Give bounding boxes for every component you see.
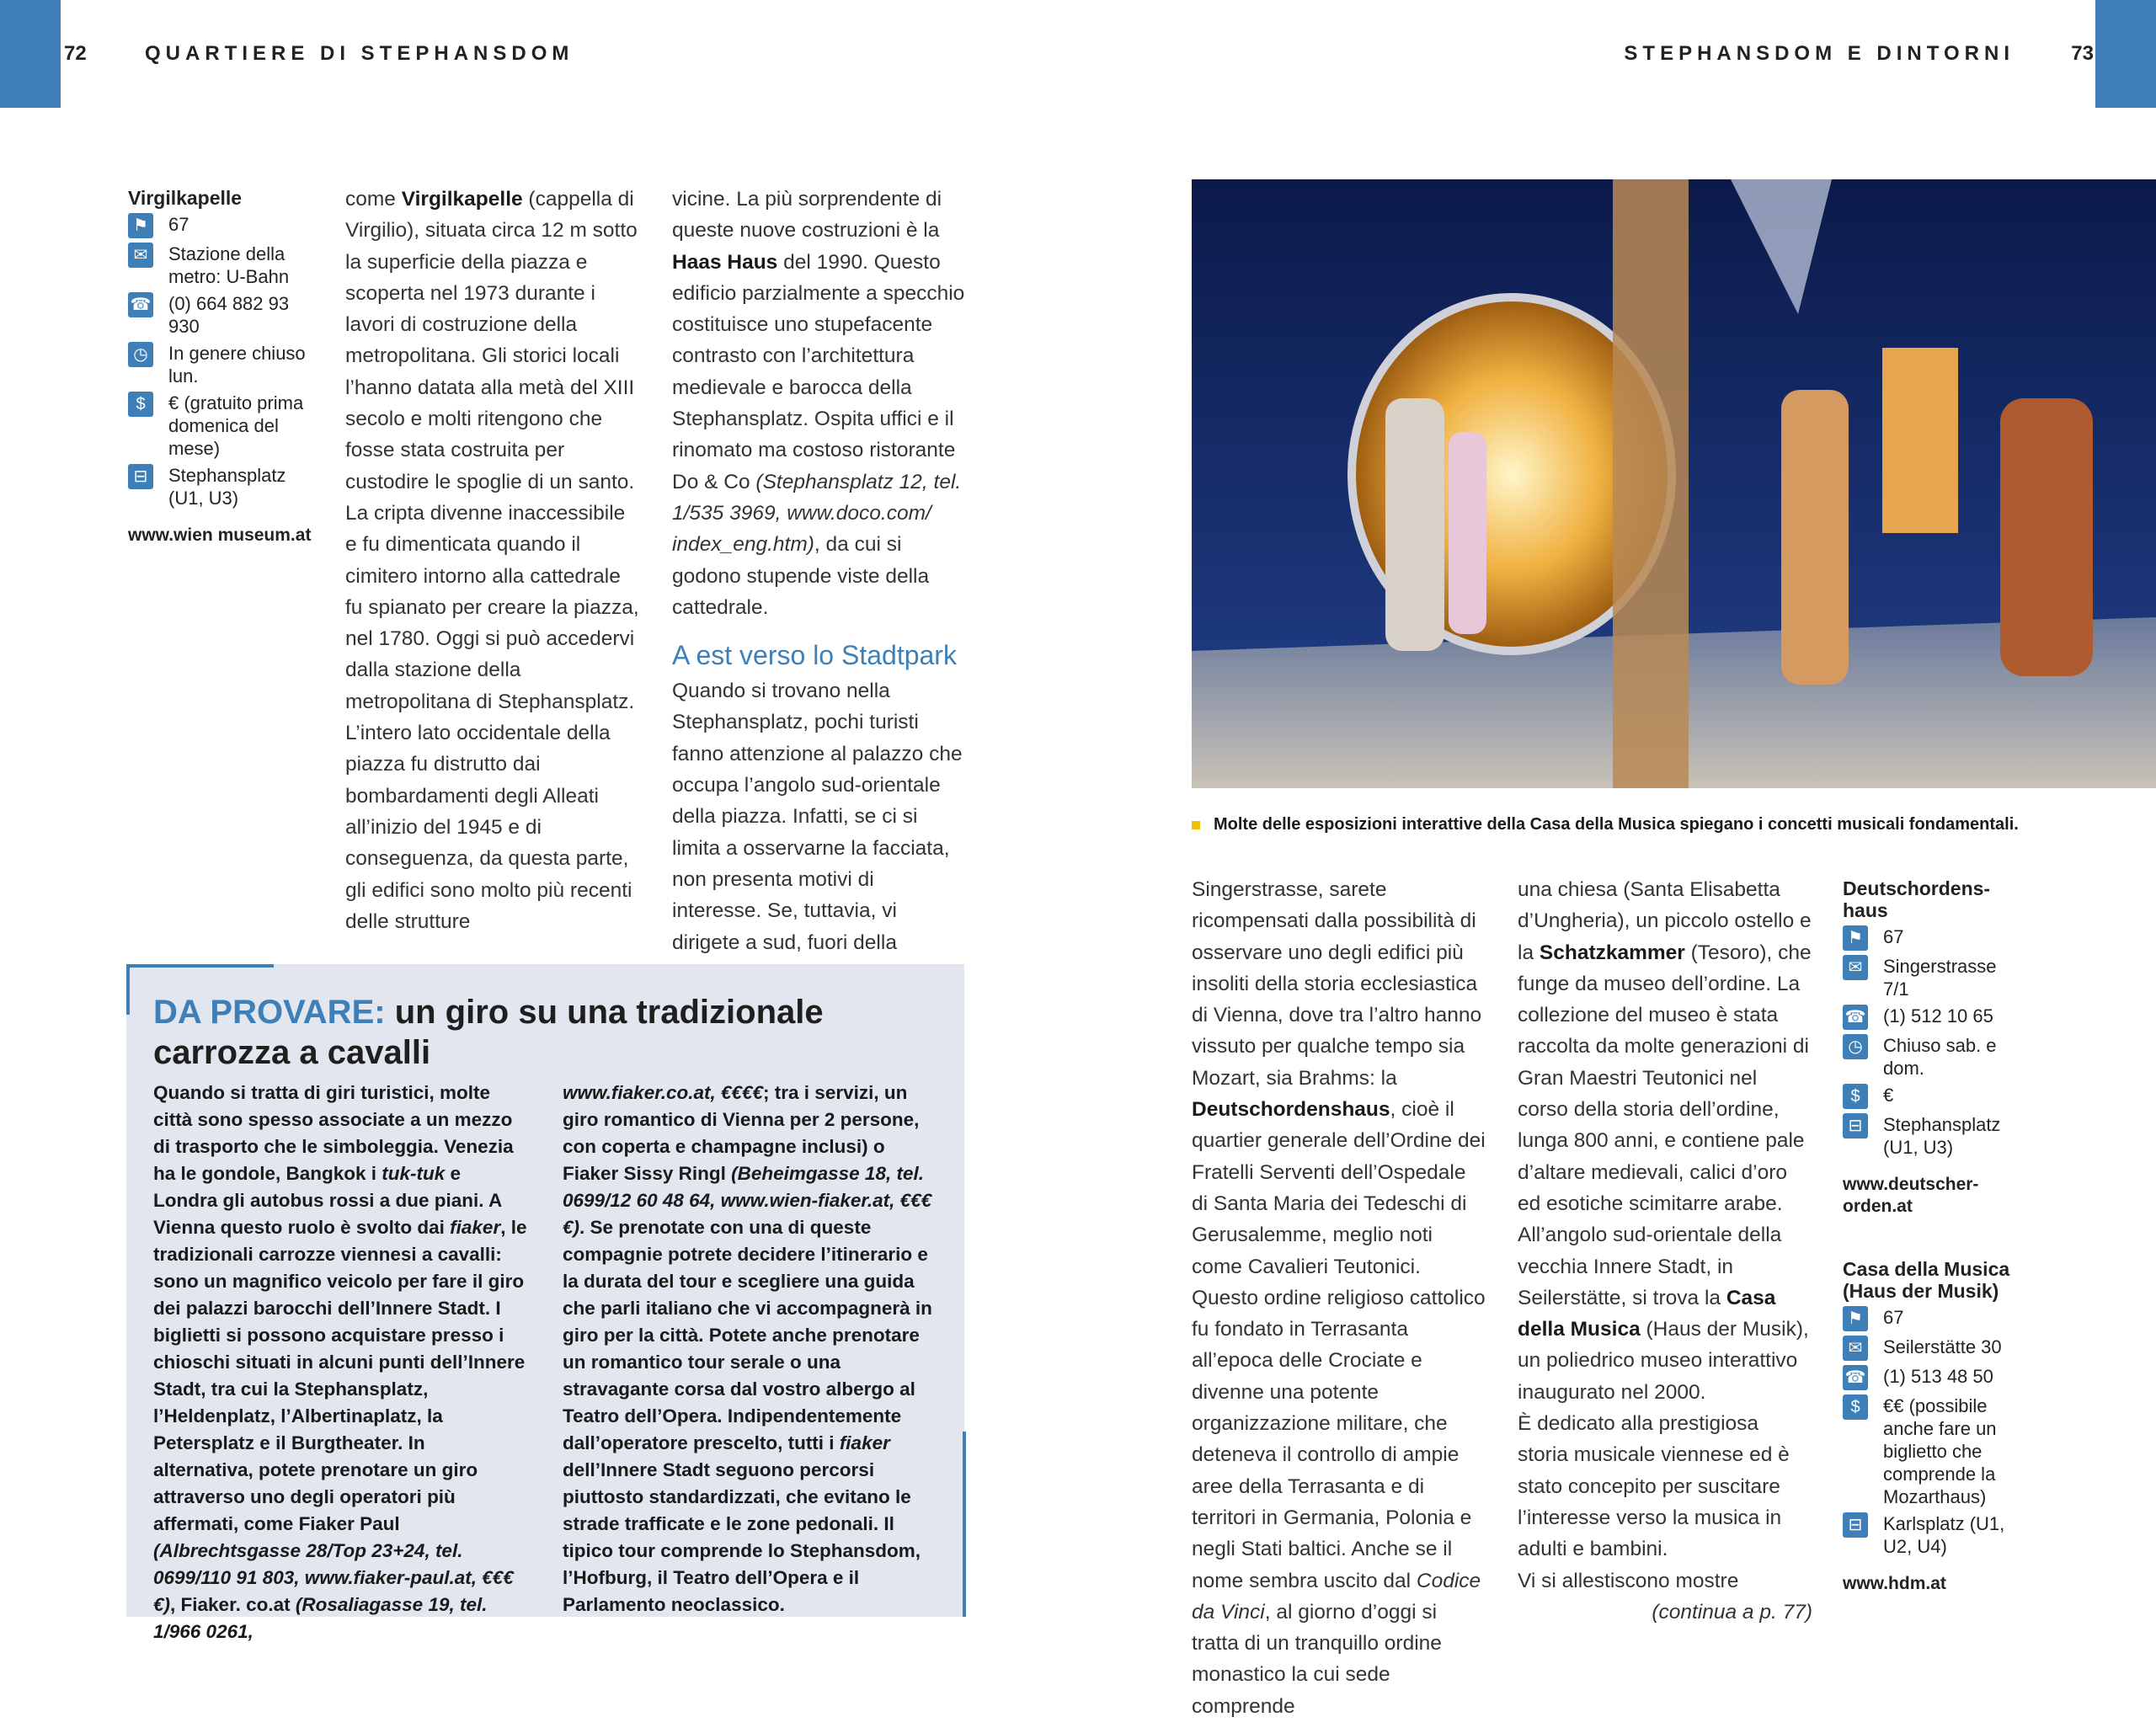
sidebar-row-text: 67 (1883, 1307, 1904, 1328)
left-page-tab (0, 0, 61, 108)
box-title-text: un giro su una tradizionale carrozza a cavalli (153, 994, 824, 1071)
map-pin-icon: ⚑ (1843, 1306, 1868, 1331)
phone-icon: ☎ (128, 292, 153, 317)
sidebar-row-text: 67 (1883, 926, 1904, 947)
sidebar-row (1843, 1336, 2024, 1361)
sidebar-row-text: €€ (possibile anche fare un biglietto che comprende la Mozarthaus) (1883, 1395, 1997, 1507)
box-title-highlight: DA PROVARE: (153, 994, 386, 1031)
sidebar-url[interactable]: www.deutscher- orden.at (1843, 1175, 1979, 1216)
body-text: come Virgilkapelle (cappella di Virgilio), situata circa 12 m sotto la superficie della piazza e scoperta nel 1973 durante i lavori di costruzione della metropolitana. Gli storici locali l’hanno datata alla metà del XIII secolo e molti ritengono che fosse stata costruita per custodire le spoglie di un santo. La cripta divenne inaccessibile e fu dimenticata quando il cimitero intorno alla cattedrale fu spianato per creare la piazza, nel 1780. Oggi si può accedervi dalla stazione della metropolitana di Stephansplatz. L’intero lato occidentale della piazza fu distrutto dai bombardamenti degli Alleati all’inizio del 1945 e di conseguenza, da questa parte, gli edifici sono molto più recenti delle strutture (345, 188, 639, 933)
transport-icon: ⊟ (128, 464, 153, 489)
left-page-number: 72 (64, 42, 87, 65)
sidebar-row-text: € (gratuito prima domenica del mese) (168, 392, 304, 459)
sidebar-row-text: Chiuso sab. e dom. (1883, 1035, 1997, 1079)
transport-icon: ⊟ (1843, 1512, 1868, 1538)
sidebar-row-text: Seilerstätte 30 (1883, 1336, 2002, 1357)
museum-photo (1192, 179, 2156, 788)
sidebar-row (1843, 1365, 2024, 1390)
section-heading: A est verso lo Stadtpark (672, 640, 957, 671)
box-accent-line (126, 964, 274, 968)
sidebar-row (1843, 1005, 2024, 1030)
right-running-header: STEPHANSDOM E DINTORNI (1624, 42, 2015, 65)
virgilkapelle-info (128, 187, 318, 547)
sidebar-row-text: € (1883, 1085, 1894, 1106)
sidebar-row (1843, 1394, 2024, 1508)
sidebar-row (1843, 925, 2024, 951)
body-column-3 (1192, 874, 1486, 1722)
continued-note: (continua a p. 77) (1652, 1600, 1812, 1624)
clock-icon: ◷ (1843, 1034, 1868, 1059)
address-icon: ✉ (1843, 1336, 1868, 1361)
price-icon: $ (1843, 1394, 1868, 1420)
address-icon: ✉ (1843, 955, 1868, 980)
sidebar-row (128, 292, 318, 338)
sidebar-row (128, 243, 318, 288)
deutschordenshaus-info (1843, 877, 2024, 1218)
box-column-2: www.fiaker.co.at, €€€€; tra i servizi, un giro romantico di Vienna per 2 persone, con coperta e champagne inclusi) o Fiaker Sissy Ringl (Beheimgasse 18, tel. 0699/12 60 48 64, www.wien-fiaker.at, €€€€). Se prenotate con una di queste compagnie potrete decidere l’itinerario e la durata del tour e scegliere una guida che parli italiano che vi accompagnerà in giro per la città. Potete anche prenotare un romantico tour serale o una stravagante corsa dal vostro albergo al Teatro dell’Opera. Indipendentemente dall’operatore prescelto, tutti i fiaker dell’Innere Stadt seguono percorsi piuttosto standardizzati, che evitano le strade trafficate e le zone pedonali. Il tipico tour comprende lo Stephansdom, l’Hofburg, il Teatro dell’Opera e il Parlamento neoclassico. (563, 1082, 932, 1615)
sidebar-row-text: In genere chiuso lun. (168, 343, 306, 387)
sidebar-url[interactable]: www.hdm.at (1843, 1574, 1946, 1593)
clock-icon: ◷ (128, 342, 153, 367)
transport-icon: ⊟ (1843, 1113, 1868, 1138)
right-page-tab (2095, 0, 2156, 108)
sidebar-row-text: 67 (168, 214, 189, 235)
phone-icon: ☎ (1843, 1365, 1868, 1390)
sidebar-row-text: (1) 512 10 65 (1883, 1005, 1993, 1026)
body-text: vicine. La più sorprendente di queste nuove costruzioni è la Haas Haus del 1990. Questo edificio parzialmente a specchio costituisce uno stupefacente contrasto con l’architettura medievale e barocca della Stephansplatz. Ospita uffici e il rinomato ma costoso ristorante Do & Co (Stephansplatz 12, tel. 1/535 3969, www.doco.com/ index_eng.htm), da cui si godono stupende viste della cattedrale. (672, 188, 965, 619)
caption-text: Molte delle esposizioni interattive della Casa della Musica spiegano i concetti musicali fondamentali. (1214, 815, 2019, 834)
sidebar-row (1843, 955, 2024, 1000)
price-icon: $ (128, 392, 153, 417)
sidebar-row-text: (0) 664 882 93 930 (168, 293, 290, 337)
body-text: Quando si trovano nella Stephansplatz, pochi turisti fanno attenzione al palazzo che occupa l’angolo sud-orientale della piazza. Infatti, se ci si limita a osservarne la facciata, non presenta motivi di interesse. Se, tuttavia, vi dirigete a sud, fuori della (672, 680, 963, 954)
box-accent-line (126, 964, 130, 1015)
box-accent-line (963, 1432, 966, 1617)
sidebar-row-text: Stephansplatz (U1, U3) (1883, 1114, 2001, 1158)
sidebar-row (128, 342, 318, 387)
sidebar-title: Deutschordens- haus (1843, 877, 1991, 921)
body-text: una chiesa (Santa Elisabetta d’Ungheria), un piccolo ostello e la Schatzkammer (Tesoro), che funge da museo dell’ordine. La collezione del museo è stata raccolta da molte generazioni di Gran Maestri Teutonici nel corso della storia dell’ordine, lunga 800 anni, e contiene pale d’altare medievali, calici d’oro ed esotiche scimitarre arabe. All’angolo sud-orientale della vecchia Innere Stadt, in Seilerstätte, si trova la Casa della Musica (Haus der Musik), un poliedrico museo interattivo inaugurato nel 2000. È dedicato alla prestigiosa storia musicale viennese ed è stato concepito per suscitare l’interesse verso la musica in adulti e bambini. Vi si allestiscono mostre (1518, 878, 1812, 1592)
sidebar-row (128, 464, 318, 509)
body-text: Singerstrasse, sarete ricompensati dalla possibilità di osservare uno degli edifici più insoliti della storia ecclesiastica di Vienna, dove tra l’altro hanno vissuto per qualche tempo sia Mozart, sia Brahms: la Deutschordenshaus, cioè il quartier generale dell’Ordine dei Fratelli Serventi dell’Ospedale di Santa Maria dei Tedeschi di Gerusalemme, meglio noti come Cavalieri Teutonici. Questo ordine religioso cattolico fu fondato in Terrasanta all’epoca delle Crociate e divenne una potente organizzazione militare, che deteneva il controllo di ampie aree della Terrasanta e di territori in Germania, Polonia e negli Stati baltici. Anche se il nome sembra uscito dal Codice da Vinci, al giorno d’oggi si tratta di un tranquillo ordine monastico la cui sede comprende (1192, 878, 1486, 1718)
sidebar-row-text: (1) 513 48 50 (1883, 1366, 1993, 1387)
sidebar-row (1843, 1084, 2024, 1109)
sidebar-title: Virgilkapelle (128, 187, 243, 209)
sidebar-row-text: Stazione della metro: U-Bahn (168, 243, 290, 287)
sidebar-row (128, 392, 318, 460)
address-icon: ✉ (128, 243, 153, 268)
sidebar-row-text: Karlsplatz (U1, U2, U4) (1883, 1513, 2005, 1557)
sidebar-row-text: Singerstrasse 7/1 (1883, 956, 1997, 1000)
caption-marker (1192, 821, 1200, 829)
sidebar-url[interactable]: www.wien museum.at (128, 525, 312, 545)
sidebar-row (1843, 1034, 2024, 1080)
map-pin-icon: ⚑ (1843, 925, 1868, 951)
sidebar-row (128, 213, 318, 238)
sidebar-title: Casa della Musica (Haus der Musik) (1843, 1258, 2010, 1302)
box-column-1: Quando si tratta di giri turistici, molte città sono spesso associate a un mezzo di trasporto che le simboleggia. Venezia ha le gondole, Bangkok i tuk-tuk e Londra gli autobus rossi a due piani. A Vienna questo ruolo è svolto dai fiaker, le tradizionali carrozze viennesi a cavalli: sono un magnifico veicolo per fare il giro dei palazzi barocchi dell’Innere Stadt. I biglietti si possono acquistare presso i chioschi situati in alcuni punti dell’Innere Stadt, tra cui la Stephansplatz, l’Heldenplatz, l’Albertinaplatz, la Petersplatz e il Burgtheater. In alternativa, potete prenotare un giro attraverso uno degli operatori più affermati, come Fiaker Paul (Albrechtsgasse 28/Top 23+24, tel. 0699/110 91 803, www.fiaker-paul.at, €€€€), Fiaker. co.at (Rosaliagasse 19, tel. 1/966 0261, (153, 1082, 527, 1642)
price-icon: $ (1843, 1084, 1868, 1109)
box-title (153, 992, 911, 1073)
casa-della-musica-info (1843, 1258, 2024, 1595)
body-column-1 (345, 184, 640, 937)
left-running-header: QUARTIERE DI STEPHANSDOM (145, 42, 574, 65)
sidebar-row (1843, 1512, 2024, 1558)
sidebar-row-text: Stephansplatz (U1, U3) (168, 465, 286, 509)
photo-caption (1192, 815, 2019, 835)
map-pin-icon: ⚑ (128, 213, 153, 238)
sidebar-row (1843, 1306, 2024, 1331)
phone-icon: ☎ (1843, 1005, 1868, 1030)
right-page-number: 73 (2071, 42, 2094, 65)
sidebar-row (1843, 1113, 2024, 1159)
body-column-2 (672, 184, 967, 989)
body-column-4 (1518, 874, 1812, 1628)
